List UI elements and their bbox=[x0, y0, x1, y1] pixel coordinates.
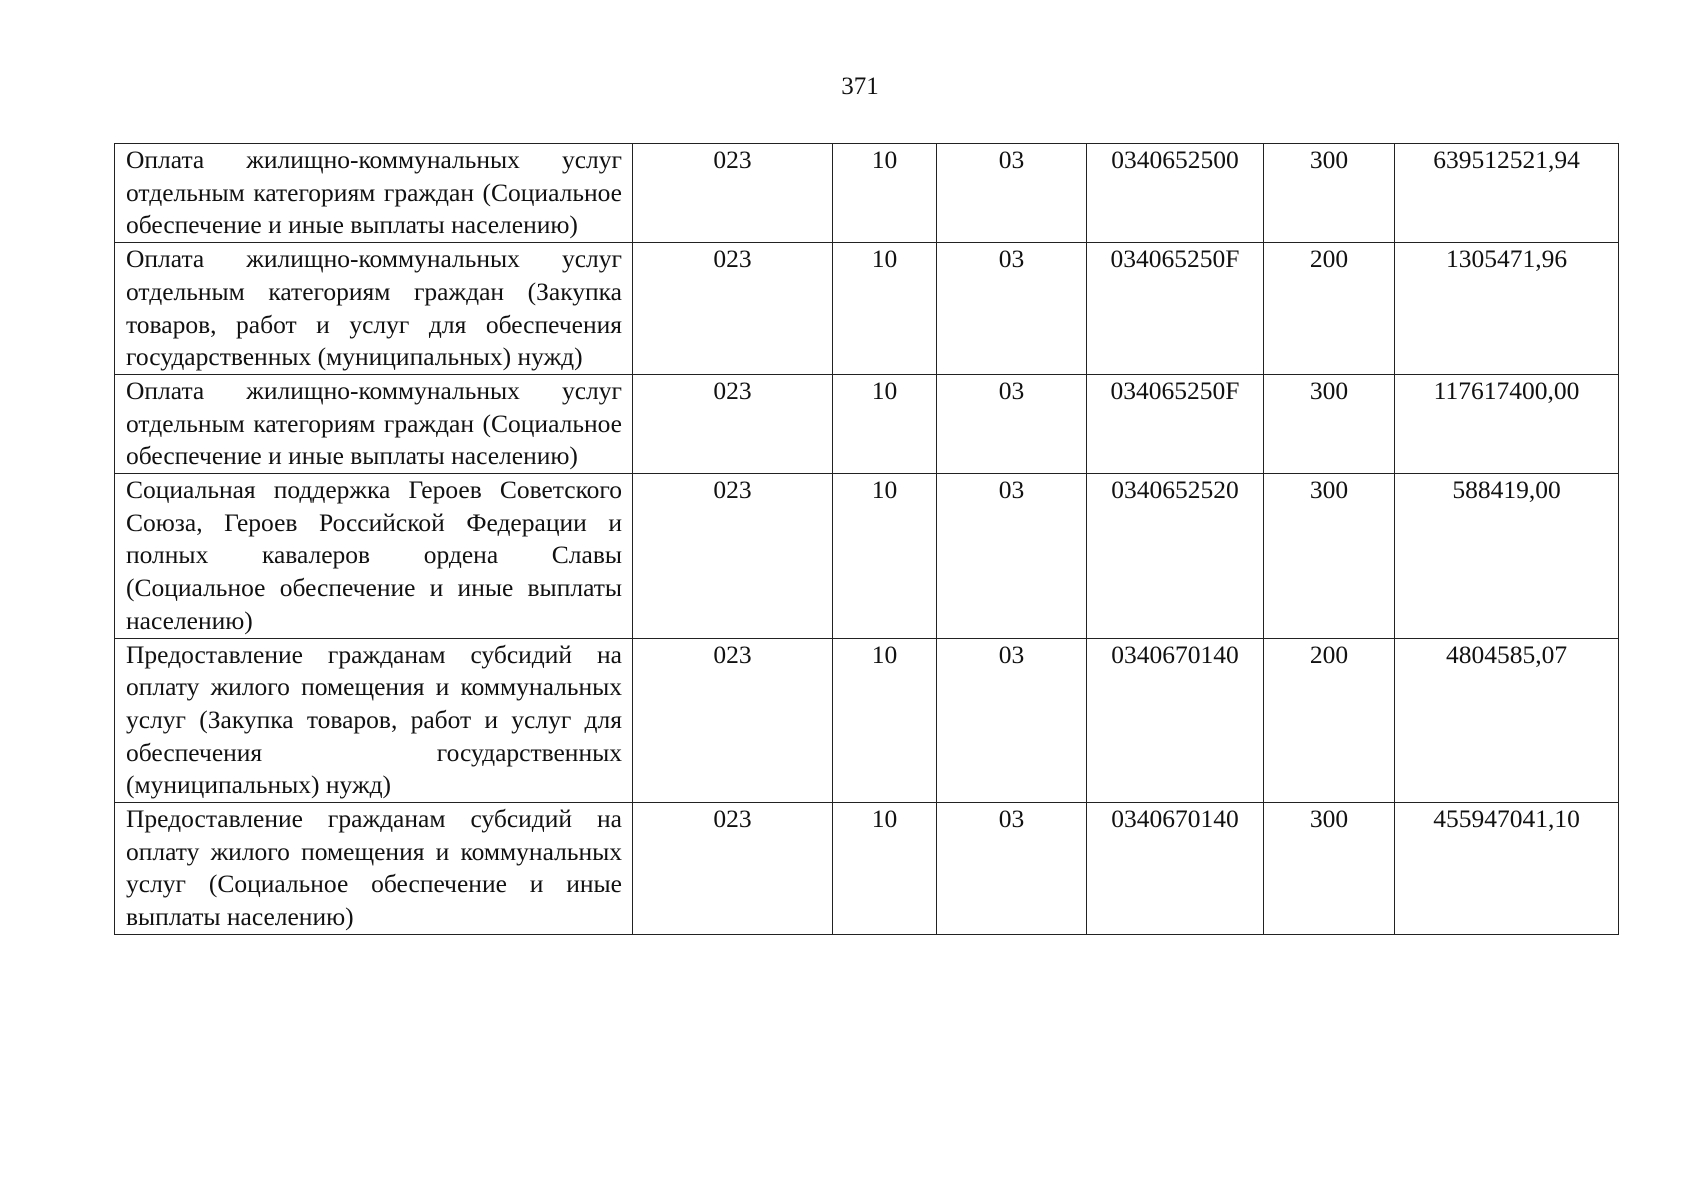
target-article-cell: 0340652520 bbox=[1087, 474, 1264, 639]
ministry-code-cell: 023 bbox=[633, 243, 833, 375]
expense-type-cell: 300 bbox=[1264, 144, 1395, 243]
section-code-cell: 10 bbox=[833, 374, 937, 473]
expense-type-cell: 300 bbox=[1264, 374, 1395, 473]
section-code-cell: 10 bbox=[833, 144, 937, 243]
description-cell: Предоставление гражданам субсидий на оплату жилого помещения и коммунальных услуг (Социальное обеспечение и иные выплаты населению) bbox=[115, 803, 633, 935]
section-code-cell: 10 bbox=[833, 638, 937, 803]
amount-cell: 1305471,96 bbox=[1395, 243, 1619, 375]
ministry-code-cell: 023 bbox=[633, 374, 833, 473]
page-number: 371 bbox=[841, 73, 879, 100]
target-article-cell: 034065250F bbox=[1087, 243, 1264, 375]
target-article-cell: 0340670140 bbox=[1087, 803, 1264, 935]
subsection-code-cell: 03 bbox=[937, 243, 1087, 375]
subsection-code-cell: 03 bbox=[937, 144, 1087, 243]
target-article-cell: 034065250F bbox=[1087, 374, 1264, 473]
target-article-cell: 0340670140 bbox=[1087, 638, 1264, 803]
section-code-cell: 10 bbox=[833, 803, 937, 935]
subsection-code-cell: 03 bbox=[937, 474, 1087, 639]
ministry-code-cell: 023 bbox=[633, 474, 833, 639]
table-row bbox=[115, 374, 1619, 473]
section-code-cell: 10 bbox=[833, 474, 937, 639]
expense-type-cell: 300 bbox=[1264, 474, 1395, 639]
target-article-cell: 0340652500 bbox=[1087, 144, 1264, 243]
amount-cell: 639512521,94 bbox=[1395, 144, 1619, 243]
description-cell: Оплата жилищно-коммунальных услуг отдельным категориям граждан (Закупка товаров, работ и услуг для обеспечения государственных (муниципальных) нужд) bbox=[115, 243, 633, 375]
ministry-code-cell: 023 bbox=[633, 638, 833, 803]
table-row bbox=[115, 243, 1619, 375]
amount-cell: 455947041,10 bbox=[1395, 803, 1619, 935]
section-code-cell: 10 bbox=[833, 243, 937, 375]
budget-table bbox=[114, 143, 1619, 935]
table-row bbox=[115, 144, 1619, 243]
amount-cell: 4804585,07 bbox=[1395, 638, 1619, 803]
subsection-code-cell: 03 bbox=[937, 803, 1087, 935]
amount-cell: 117617400,00 bbox=[1395, 374, 1619, 473]
expense-type-cell: 300 bbox=[1264, 803, 1395, 935]
description-cell: Оплата жилищно-коммунальных услуг отдельным категориям граждан (Социальное обеспечение и иные выплаты населению) bbox=[115, 374, 633, 473]
amount-cell: 588419,00 bbox=[1395, 474, 1619, 639]
table-row bbox=[115, 474, 1619, 639]
description-cell: Оплата жилищно-коммунальных услуг отдельным категориям граждан (Социальное обеспечение и иные выплаты населению) bbox=[115, 144, 633, 243]
expense-type-cell: 200 bbox=[1264, 638, 1395, 803]
ministry-code-cell: 023 bbox=[633, 803, 833, 935]
expense-type-cell: 200 bbox=[1264, 243, 1395, 375]
table-row bbox=[115, 803, 1619, 935]
description-cell: Социальная поддержка Героев Советского Союза, Героев Российской Федерации и полных кавалеров ордена Славы (Социальное обеспечение и иные выплаты населению) bbox=[115, 474, 633, 639]
description-cell: Предоставление гражданам субсидий на оплату жилого помещения и коммунальных услуг (Закупка товаров, работ и услуг для обеспечения государственных (муниципальных) нужд) bbox=[115, 638, 633, 803]
subsection-code-cell: 03 bbox=[937, 374, 1087, 473]
subsection-code-cell: 03 bbox=[937, 638, 1087, 803]
ministry-code-cell: 023 bbox=[633, 144, 833, 243]
table-row bbox=[115, 638, 1619, 803]
